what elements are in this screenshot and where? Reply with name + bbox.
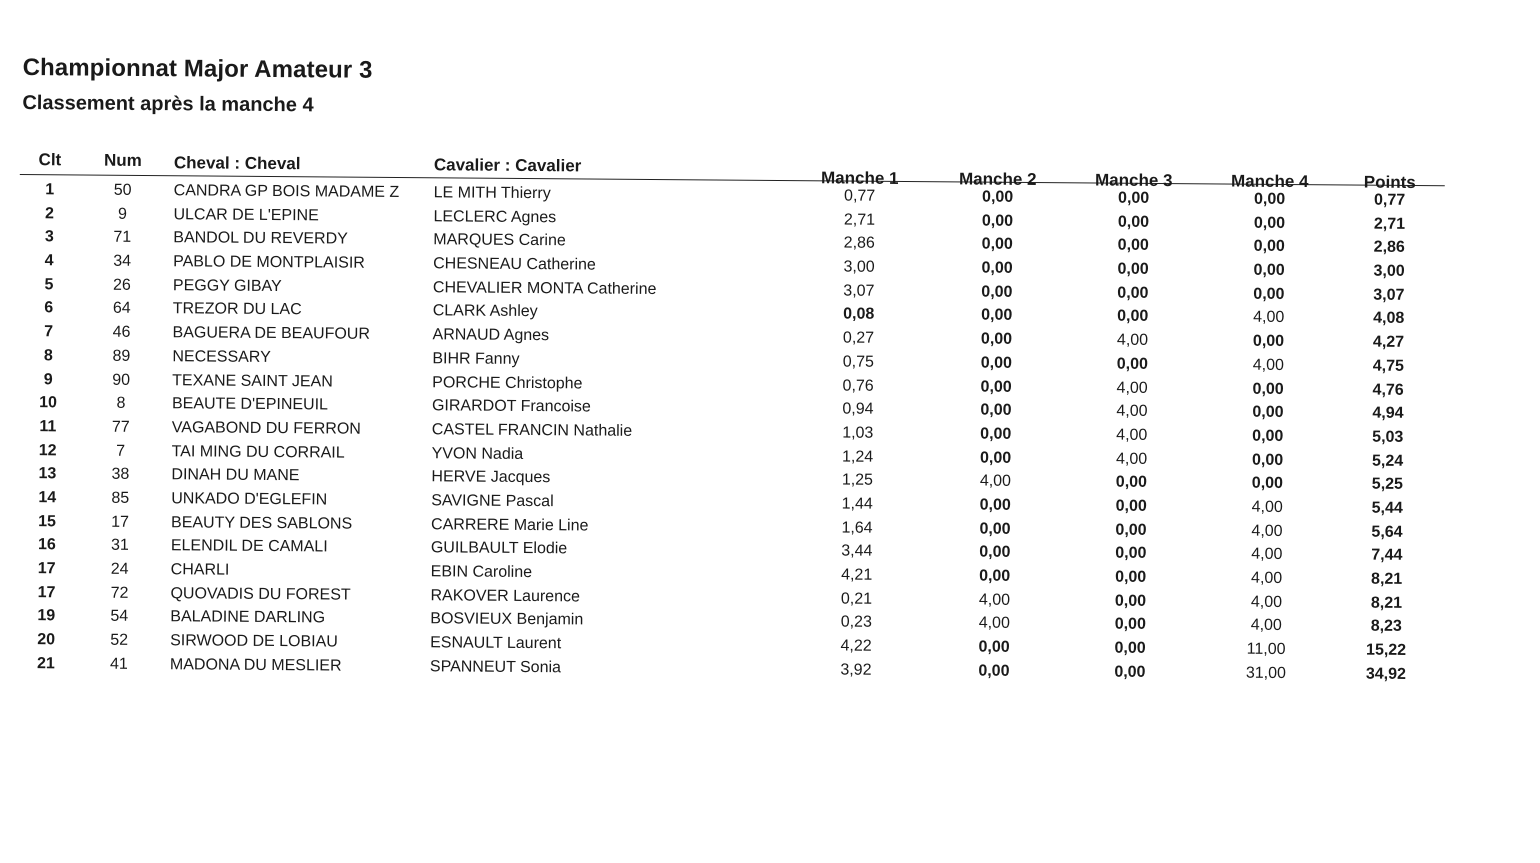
cell-manche-1: 0,23 xyxy=(840,613,872,632)
cell-manche-4: 0,00 xyxy=(1251,474,1284,493)
cell-manche-1: 0,94 xyxy=(842,400,874,418)
cell-num: 38 xyxy=(111,465,130,484)
cell-cheval: BANDOL DU REVERDY xyxy=(173,229,348,248)
cell-manche-4: 11,00 xyxy=(1246,640,1286,659)
cell-clt: 16 xyxy=(37,536,56,554)
cell-clt: 2 xyxy=(44,204,55,222)
cell-num: 46 xyxy=(112,323,131,341)
cell-clt: 13 xyxy=(38,465,57,483)
cell-manche-3: 0,00 xyxy=(1115,497,1147,515)
cell-clt: 5 xyxy=(44,275,54,294)
cell-cheval: QUOVADIS DU FOREST xyxy=(170,584,351,604)
cell-manche-3: 0,00 xyxy=(1117,236,1149,255)
page-title: Championnat Major Amateur 3 xyxy=(22,54,373,84)
cell-manche-3: 4,00 xyxy=(1115,450,1148,468)
cell-cheval: ELENDIL DE CAMALI xyxy=(170,537,328,556)
cell-cavalier: YVON Nadia xyxy=(431,444,524,463)
cell-manche-4: 0,00 xyxy=(1251,451,1284,469)
cell-clt: 7 xyxy=(44,323,54,341)
cell-cheval: ULCAR DE L'EPINE xyxy=(173,205,319,225)
cell-cavalier: ESNAULT Laurent xyxy=(430,634,562,653)
cell-manche-3: 0,00 xyxy=(1114,663,1146,681)
cell-num: 90 xyxy=(112,371,131,389)
cell-num: 54 xyxy=(110,608,129,626)
header-cheval: Cheval : Cheval xyxy=(173,153,301,174)
page-subtitle: Classement après la manche 4 xyxy=(22,92,314,117)
cell-clt: 6 xyxy=(44,299,54,317)
cell-manche-1: 3,07 xyxy=(843,282,875,300)
cell-cavalier: SAVIGNE Pascal xyxy=(431,492,554,511)
cell-cavalier: CHESNEAU Catherine xyxy=(433,255,596,274)
cell-points: 4,27 xyxy=(1372,333,1405,352)
cell-manche-1: 3,44 xyxy=(841,542,873,561)
cell-points: 0,77 xyxy=(1374,191,1406,209)
cell-manche-2: 0,00 xyxy=(979,543,1011,562)
cell-num: 17 xyxy=(111,513,130,531)
header-clt: Clt xyxy=(38,150,62,170)
cell-points: 5,64 xyxy=(1371,523,1403,541)
cell-clt: 19 xyxy=(37,607,56,625)
cell-manche-3: 4,00 xyxy=(1116,402,1148,421)
cell-cavalier: SPANNEUT Sonia xyxy=(429,657,562,677)
cell-clt: 11 xyxy=(39,418,57,436)
cell-manche-2: 0,00 xyxy=(981,212,1014,230)
cell-manche-3: 0,00 xyxy=(1115,568,1147,586)
cell-cheval: TEXANE SAINT JEAN xyxy=(172,371,333,390)
cell-cheval: CANDRA GP BOIS MADAME Z xyxy=(173,182,400,201)
cell-points: 34,92 xyxy=(1365,665,1407,683)
cell-cavalier: GUILBAULT Elodie xyxy=(430,539,568,558)
cell-num: 71 xyxy=(113,229,132,247)
cell-manche-3: 0,00 xyxy=(1114,615,1146,634)
cell-cavalier: CARRERE Marie Line xyxy=(431,515,589,535)
cell-manche-2: 0,00 xyxy=(982,188,1014,206)
cell-clt: 8 xyxy=(43,347,53,365)
cell-num: 50 xyxy=(113,181,132,199)
cell-manche-3: 0,00 xyxy=(1115,521,1147,539)
cell-manche-2: 4,00 xyxy=(978,591,1011,609)
cell-cheval: MADONA DU MESLIER xyxy=(169,655,342,675)
cell-cavalier: BIHR Fanny xyxy=(432,350,520,368)
cell-manche-1: 1,64 xyxy=(841,519,873,537)
cell-manche-1: 1,24 xyxy=(841,448,874,466)
header-manche-2: Manche 2 xyxy=(958,169,1037,189)
cell-num: 8 xyxy=(116,394,126,413)
cell-manche-4: 4,00 xyxy=(1251,569,1283,587)
cell-manche-4: 4,00 xyxy=(1251,498,1283,516)
cell-manche-1: 3,92 xyxy=(840,661,872,679)
cell-cheval: BEAUTY DES SABLONS xyxy=(171,513,353,533)
cell-points: 2,71 xyxy=(1373,215,1406,233)
cell-points: 5,44 xyxy=(1371,499,1403,517)
cell-manche-3: 4,00 xyxy=(1116,331,1149,349)
cell-cheval: CHARLI xyxy=(170,561,230,579)
cell-manche-3: 0,00 xyxy=(1118,189,1150,207)
cell-manche-2: 0,00 xyxy=(979,520,1011,538)
cell-cheval: UNKADO D'EGLEFIN xyxy=(171,490,328,509)
cell-manche-3: 4,00 xyxy=(1116,379,1148,397)
cell-manche-2: 0,00 xyxy=(979,449,1012,467)
cell-clt: 14 xyxy=(38,489,57,507)
cell-num: 41 xyxy=(109,655,128,673)
cell-manche-2: 0,00 xyxy=(981,259,1013,277)
cell-manche-2: 0,00 xyxy=(980,425,1012,443)
cell-manche-4: 0,00 xyxy=(1254,190,1286,208)
cell-num: 64 xyxy=(112,300,131,318)
cell-cheval: NECESSARY xyxy=(172,348,271,366)
cell-num: 89 xyxy=(112,347,131,365)
cell-manche-4: 0,00 xyxy=(1252,427,1284,445)
cell-manche-1: 0,75 xyxy=(842,353,874,371)
cell-cavalier: LE MITH Thierry xyxy=(433,184,551,203)
cell-points: 3,00 xyxy=(1373,262,1405,280)
cell-manche-4: 0,00 xyxy=(1253,214,1286,232)
cell-points: 4,94 xyxy=(1372,404,1404,423)
cell-manche-2: 0,00 xyxy=(979,567,1011,585)
cell-manche-2: 0,00 xyxy=(978,638,1010,656)
header-manche-3: Manche 3 xyxy=(1094,170,1173,191)
cell-manche-3: 4,00 xyxy=(1116,426,1148,444)
cell-cavalier: EBIN Caroline xyxy=(430,563,533,582)
cell-manche-2: 0,00 xyxy=(980,354,1012,372)
header-manche-4: Manche 4 xyxy=(1230,171,1309,192)
cell-manche-1: 1,03 xyxy=(842,424,874,442)
cell-manche-1: 0,76 xyxy=(842,376,874,395)
cell-points: 8,23 xyxy=(1370,617,1402,636)
cell-points: 5,03 xyxy=(1372,428,1404,446)
cell-manche-2: 0,00 xyxy=(981,283,1013,301)
cell-points: 15,22 xyxy=(1366,641,1407,659)
cell-cavalier: HERVE Jacques xyxy=(431,468,551,487)
header-num: Num xyxy=(103,150,142,170)
cell-points: 8,21 xyxy=(1370,594,1403,612)
cell-cavalier: RAKOVER Laurence xyxy=(430,586,580,606)
header-cavalier: Cavalier : Cavalier xyxy=(433,155,582,176)
cell-cheval: PEGGY GIBAY xyxy=(172,276,282,295)
cell-points: 4,75 xyxy=(1372,357,1404,375)
cell-cavalier: CHEVALIER MONTA Catherine xyxy=(432,278,657,298)
cell-manche-3: 0,00 xyxy=(1115,544,1147,563)
cell-clt: 12 xyxy=(38,441,57,459)
cell-num: 85 xyxy=(111,489,130,507)
cell-manche-1: 1,44 xyxy=(841,495,873,513)
cell-manche-4: 4,00 xyxy=(1253,309,1285,327)
cell-cheval: BALADINE DARLING xyxy=(170,608,326,627)
cell-manche-1: 1,25 xyxy=(841,471,874,489)
cell-clt: 17 xyxy=(37,560,56,578)
cell-cheval: PABLO DE MONTPLAISIR xyxy=(173,253,365,272)
cell-num: 77 xyxy=(111,418,130,436)
cell-manche-3: 0,00 xyxy=(1114,639,1146,657)
cell-clt: 20 xyxy=(37,631,56,649)
cell-manche-1: 0,21 xyxy=(840,590,873,608)
table-body xyxy=(16,175,1445,690)
cell-manche-1: 2,86 xyxy=(843,234,875,253)
cell-manche-4: 0,00 xyxy=(1252,332,1285,351)
cell-cavalier: GIRARDOT Francoise xyxy=(431,397,591,416)
cell-clt: 1 xyxy=(45,181,55,199)
cell-num: 34 xyxy=(113,252,132,270)
cell-manche-2: 0,00 xyxy=(981,306,1013,325)
cell-manche-1: 0,77 xyxy=(844,187,876,205)
cell-clt: 4 xyxy=(44,252,54,270)
cell-clt: 15 xyxy=(38,512,57,530)
cell-manche-4: 0,00 xyxy=(1253,238,1285,256)
cell-manche-4: 4,00 xyxy=(1252,356,1284,374)
cell-num: 9 xyxy=(117,205,128,223)
cell-clt: 21 xyxy=(36,654,55,673)
cell-num: 72 xyxy=(110,584,129,602)
cell-manche-1: 2,71 xyxy=(843,211,876,229)
cell-manche-2: 4,00 xyxy=(979,472,1012,491)
cell-manche-2: 4,00 xyxy=(978,614,1010,633)
cell-cheval: BAGUERA DE BEAUFOUR xyxy=(172,324,371,343)
cell-manche-2: 0,00 xyxy=(980,401,1012,419)
cell-manche-4: 4,00 xyxy=(1251,522,1283,540)
cell-clt: 17 xyxy=(37,583,56,601)
cell-num: 31 xyxy=(110,537,129,555)
cell-manche-4: 31,00 xyxy=(1245,664,1287,682)
results-table xyxy=(16,152,1445,690)
cell-num: 7 xyxy=(116,442,126,460)
cell-manche-1: 3,00 xyxy=(843,258,875,276)
cell-cavalier: LECLERC Agnes xyxy=(433,207,557,226)
cell-manche-1: 4,21 xyxy=(841,566,873,584)
cell-cheval: BEAUTE D'EPINEUIL xyxy=(171,395,329,414)
cell-manche-3: 0,00 xyxy=(1117,260,1149,278)
cell-manche-3: 0,00 xyxy=(1115,473,1148,492)
cell-manche-4: 4,00 xyxy=(1250,593,1283,611)
cell-cavalier: BOSVIEUX Benjamin xyxy=(430,610,584,629)
cell-clt: 3 xyxy=(44,228,54,246)
cell-manche-4: 0,00 xyxy=(1253,285,1285,303)
cell-manche-2: 0,00 xyxy=(980,378,1012,396)
cell-manche-2: 0,00 xyxy=(981,235,1013,254)
cell-points: 4,76 xyxy=(1372,381,1404,399)
cell-cheval: SIRWOOD DE LOBIAU xyxy=(170,632,338,651)
cell-manche-4: 0,00 xyxy=(1252,380,1284,398)
cell-manche-3: 0,00 xyxy=(1116,355,1148,373)
cell-points: 7,44 xyxy=(1371,546,1403,565)
cell-manche-4: 0,00 xyxy=(1253,261,1285,279)
cell-clt: 9 xyxy=(43,370,53,388)
cell-cavalier: CASTEL FRANCIN Nathalie xyxy=(431,421,633,440)
cell-points: 4,08 xyxy=(1373,310,1405,328)
cell-cavalier: CLARK Ashley xyxy=(432,302,538,321)
header-manche-1: Manche 1 xyxy=(820,168,899,188)
cell-clt: 10 xyxy=(39,394,57,412)
cell-cavalier: ARNAUD Agnes xyxy=(432,326,550,345)
cell-points: 5,24 xyxy=(1371,452,1404,470)
cell-manche-3: 0,00 xyxy=(1117,284,1149,302)
cell-manche-1: 4,22 xyxy=(840,637,872,655)
cell-manche-4: 4,00 xyxy=(1251,545,1283,564)
cell-manche-2: 0,00 xyxy=(978,662,1010,680)
cell-num: 24 xyxy=(110,560,129,578)
cell-manche-3: 0,00 xyxy=(1114,592,1147,610)
cell-manche-1: 0,27 xyxy=(842,329,875,347)
cell-cheval: TAI MING DU CORRAIL xyxy=(171,442,345,462)
cell-points: 2,86 xyxy=(1373,239,1405,257)
cell-manche-3: 0,00 xyxy=(1117,308,1149,326)
cell-points: 8,21 xyxy=(1371,570,1403,588)
cell-num: 52 xyxy=(110,631,129,649)
cell-manche-3: 0,00 xyxy=(1117,213,1150,231)
cell-manche-4: 4,00 xyxy=(1250,617,1282,635)
header-points: Points xyxy=(1363,172,1416,192)
cell-cavalier: PORCHE Christophe xyxy=(432,373,583,392)
cell-cheval: TREZOR DU LAC xyxy=(172,300,302,319)
cell-points: 3,07 xyxy=(1373,286,1405,304)
cell-num: 26 xyxy=(112,276,131,294)
cell-cavalier: MARQUES Carine xyxy=(433,231,566,250)
cell-manche-1: 0,08 xyxy=(843,305,875,324)
cell-manche-2: 0,00 xyxy=(979,496,1011,514)
cell-manche-4: 0,00 xyxy=(1252,403,1284,422)
cell-cheval: DINAH DU MANE xyxy=(171,466,300,485)
cell-points: 5,25 xyxy=(1371,475,1404,494)
cell-cheval: VAGABOND DU FERRON xyxy=(171,419,361,438)
cell-manche-2: 0,00 xyxy=(980,330,1013,348)
